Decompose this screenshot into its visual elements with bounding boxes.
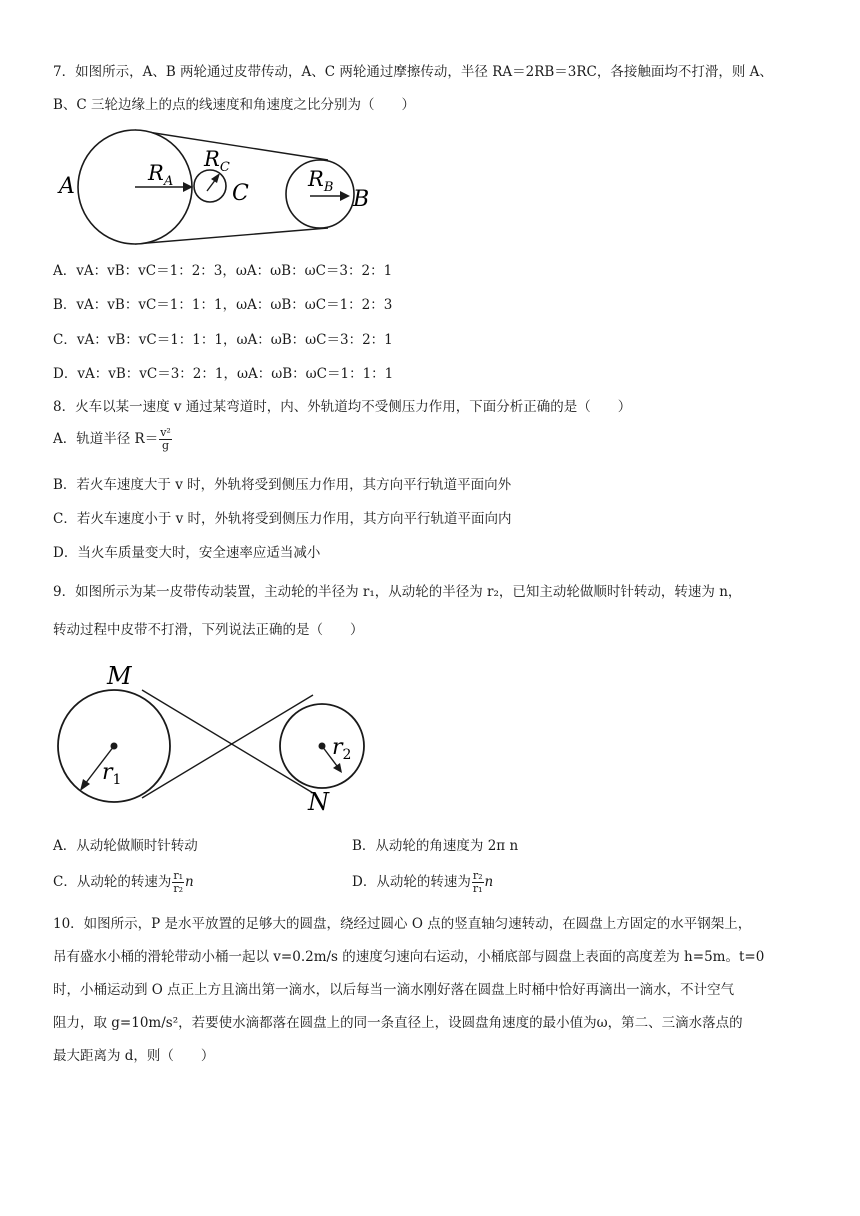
q8-stem: 8．火车以某一速度 v 通过某弯道时，内、外轨道均不受侧压力作用，下面分析正确的是（ ） [53,399,632,415]
q10-stem-line1: 10．如图所示，P 是水平放置的足够大的圆盘，绕经过圆心 O 点的竖直轴匀速转动，在圆盘上方固定的水平钢架上， [53,916,752,932]
q9-stem-line1: 9．如图所示为某一皮带传动装置，主动轮的半径为 r₁，从动轮的半径为 r₂，已知主动轮做顺时针转动，转速为 n， [53,584,742,600]
label-a: A [59,174,75,199]
q8-option-b[interactable]: B．若火车速度大于 v 时，外轨将受到侧压力作用，其方向平行轨道平面向外 [53,477,512,493]
q10-stem-line4: 阻力，取 g=10m/s²，若要使水滴都落在圆盘上的同一条直径上，设圆盘角速度的最小值为ω，第二、三滴水落点的 [53,1015,743,1031]
q9-figure-crossed-belt [50,658,370,818]
q7-option-b[interactable]: B．vA：vB：vC＝1：1：1，ωA：ωB：ωC＝1：2：3 [53,297,393,313]
q9-option-b[interactable]: B．从动轮的角速度为 2π n [352,838,519,854]
label-r1: r [102,760,113,785]
label-b: B [353,187,370,212]
label-c: C [232,181,249,206]
q7-option-a[interactable]: A．vA：vB：vC＝1：2：3，ωA：ωB：ωC＝3：2：1 [53,263,393,279]
q7-option-d[interactable]: D．vA：vB：vC＝3：2：1，ωA：ωB：ωC＝1：1：1 [53,366,394,382]
q7-stem-line2: B、C 三轮边缘上的点的线速度和角速度之比分别为（ ） [53,97,416,113]
svg-text:RA: $R_A$ [148,161,174,189]
svg-text:RC: $R_C$ [204,147,230,175]
label-rc: R [204,147,220,171]
label-m: M [107,662,132,690]
q10-stem-line5: 最大距离为 d，则（ ） [53,1048,215,1064]
q10-stem-line3: 时，小桶运动到 O 点正上方且滴出第一滴水，以后每当一滴水刚好落在圆盘上时桶中恰好再滴出一滴水，不计空气 [53,982,735,998]
q9-option-c[interactable]: C．从动轮的转速为 $\frac{\text{r₁}}{\text{r₂}}$ n [53,869,194,895]
svg-text:r1: $r_1$ [102,760,122,788]
svg-text:r2: $r_2$ [332,735,352,763]
label-rb: R [308,167,324,191]
label-n: N [308,788,329,816]
q8-option-c[interactable]: C．若火车速度小于 v 时，外轨将受到侧压力作用，其方向平行轨道平面向内 [53,511,512,527]
q10-stem-line2: 吊有盛水小桶的滑轮带动小桶一起以 v=0.2m/s 的速度匀速向右运动，小桶底部与圆盘上表面的高度差为 h=5m。t=0 [53,949,765,965]
q9-option-d[interactable]: D．从动轮的转速为 $\frac{\text{r₂}}{\text{r₁}}$ n [352,869,494,895]
label-r2: r [332,735,343,760]
q7-stem-line1: 7．如图所示，A、B 两轮通过皮带传动，A、C 两轮通过摩擦传动，半径 RA＝2RB＝3RC，各接触面均不打滑，则 A、 [53,64,773,80]
q9-option-a[interactable]: A．从动轮做顺时针转动 [53,838,198,854]
q7-option-c[interactable]: C．vA：vB：vC＝1：1：1，ωA：ωB：ωC＝3：2：1 [53,332,393,348]
svg-text:RB: $R_B$ [308,167,334,195]
q9-stem-line2: 转动过程中皮带不打滑，下列说法正确的是（ ） [53,622,364,638]
label-ra: R [148,161,164,185]
q7-figure-wheels [50,122,390,254]
q8-option-a[interactable]: A．轨道半径 R＝ $\frac{\text{v²}}{g}$ [53,426,171,452]
q8-option-d[interactable]: D．当火车质量变大时，安全速率应适当减小 [53,545,321,561]
